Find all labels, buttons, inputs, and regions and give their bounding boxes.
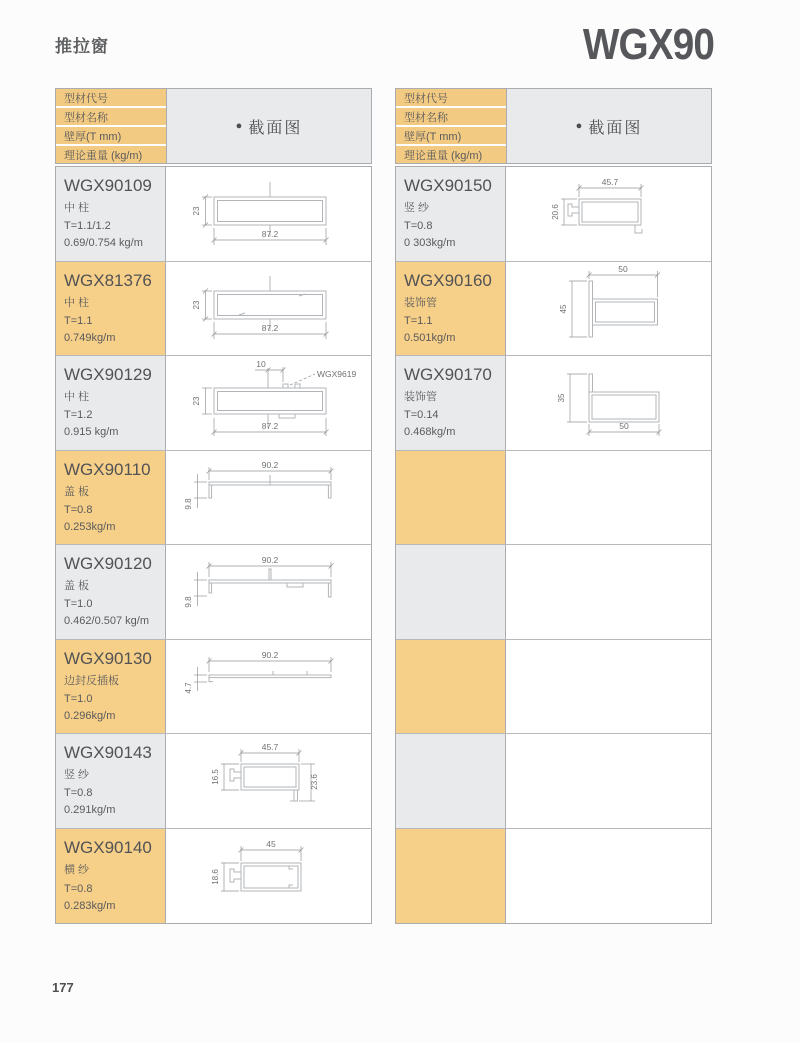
section-diagram-header (166, 89, 371, 163)
cross-section-diagram (509, 263, 709, 353)
cross-section-cell (166, 734, 371, 828)
svg-text:9.8: 9.8 (183, 498, 193, 510)
table-row (396, 356, 711, 451)
profile-code: WGX90160 (404, 270, 492, 290)
cross-section-diagram (169, 358, 369, 448)
table-row (396, 167, 711, 262)
profile-code: WGX90109 (64, 176, 152, 195)
table-row (56, 262, 371, 357)
profile-weight: 0.253kg/m (64, 520, 116, 533)
cross-section-cell (166, 451, 371, 545)
profile-thickness: T=1.2 (64, 409, 93, 422)
svg-text:9.8: 9.8 (183, 596, 193, 608)
table-row-empty (396, 451, 711, 546)
cross-section-cell (166, 640, 371, 734)
profile-name: 盖 板 (64, 485, 90, 498)
table-body-left (55, 166, 372, 924)
svg-text:50: 50 (617, 264, 628, 275)
svg-text:4.7: 4.7 (183, 682, 193, 694)
table-row-empty (396, 640, 711, 735)
profile-thickness: T=0.8 (64, 503, 93, 516)
cross-section-cell (506, 167, 711, 261)
table-row (396, 262, 711, 357)
profile-info-cell-empty (396, 829, 506, 924)
cross-section-cell (166, 545, 371, 639)
cross-section-cell-empty (506, 734, 711, 828)
svg-text:45: 45 (265, 838, 276, 849)
cross-section-diagram (169, 831, 369, 921)
profile-info-cell (396, 167, 506, 261)
cross-section-cell (506, 262, 711, 356)
cross-section-diagram (169, 736, 369, 826)
header-profile-code: 型材代号 (56, 89, 166, 108)
header-profile-code: 型材代号 (396, 89, 506, 108)
page-category-title: 推拉窗 (55, 37, 109, 56)
svg-text:18.6: 18.6 (210, 868, 220, 885)
profile-code: WGX90140 (64, 837, 152, 857)
profile-thickness: T=0.14 (404, 409, 439, 422)
profile-name: 边封反插板 (64, 674, 119, 687)
profile-thickness: T=1.1 (404, 314, 433, 327)
svg-text:87.2: 87.2 (261, 228, 278, 239)
table-row (56, 356, 371, 451)
section-diagram-title: 截面图 (248, 119, 303, 137)
svg-text:23: 23 (191, 300, 201, 310)
svg-text:90.2: 90.2 (261, 460, 278, 471)
page-number: 177 (52, 980, 74, 995)
section-diagram-title: 截面图 (588, 119, 643, 137)
profile-code: WGX90170 (404, 365, 492, 384)
table-row-empty (396, 829, 711, 924)
series-title: WGX90 (582, 20, 714, 69)
header-theoretical-weight: 理论重量 (kg/m) (396, 146, 506, 163)
svg-text:10: 10 (255, 358, 266, 369)
profile-thickness: T=0.8 (64, 882, 93, 895)
profile-info-cell (56, 356, 166, 450)
header-wall-thickness: 壁厚(T mm) (396, 127, 506, 146)
profile-code: WGX90130 (64, 648, 152, 668)
profile-table-right (395, 88, 712, 924)
header-label-column (56, 89, 166, 163)
profile-info-cell (56, 167, 166, 261)
section-diagram-header (506, 89, 711, 163)
cross-section-diagram (169, 452, 369, 542)
profile-info-cell (56, 262, 166, 356)
profile-info-cell-empty (396, 545, 506, 639)
svg-text:20.6: 20.6 (550, 203, 560, 220)
table-row-empty (396, 545, 711, 640)
profile-info-cell (56, 545, 166, 639)
profile-info-cell (396, 262, 506, 356)
profile-name: 竖 纱 (404, 202, 430, 214)
profile-name: 装饰管 (404, 391, 437, 403)
profile-thickness: T=1.1 (64, 314, 93, 327)
cross-section-cell (166, 829, 371, 924)
svg-text:87.2: 87.2 (261, 323, 278, 334)
table-row (56, 829, 371, 924)
svg-text:23: 23 (191, 396, 201, 406)
svg-text:WGX9619: WGX9619 (316, 368, 356, 379)
profile-info-cell-empty (396, 734, 506, 828)
cross-section-cell-empty (506, 640, 711, 734)
profile-name: 竖 纱 (64, 769, 90, 781)
svg-text:45.7: 45.7 (601, 176, 618, 187)
profile-name: 装饰管 (404, 296, 437, 309)
profile-weight: 0.749kg/m (64, 331, 116, 344)
cross-section-diagram (169, 547, 369, 637)
profile-code: WGX90110 (64, 459, 151, 479)
cross-section-cell (506, 356, 711, 450)
profile-thickness: T=1.1/1.2 (64, 220, 111, 233)
profile-weight: 0.283kg/m (64, 899, 116, 912)
profile-weight: 0.915 kg/m (64, 426, 119, 439)
cross-section-diagram (169, 263, 369, 353)
profile-name: 中 柱 (64, 202, 90, 214)
svg-text:45: 45 (558, 304, 568, 314)
profile-weight: 0.291kg/m (64, 804, 116, 817)
cross-section-diagram (509, 358, 709, 448)
svg-text:35: 35 (556, 393, 566, 403)
svg-text:23: 23 (191, 206, 201, 216)
profile-thickness: T=1.0 (64, 598, 93, 611)
cross-section-cell-empty (506, 545, 711, 639)
profile-weight: 0.468kg/m (404, 426, 456, 439)
profile-code: WGX81376 (64, 270, 152, 290)
cross-section-diagram (169, 169, 369, 259)
profile-name: 盖 板 (64, 580, 90, 592)
header-theoretical-weight: 理论重量 (kg/m) (56, 146, 166, 163)
bullet-icon: ● (235, 120, 243, 132)
header-wall-thickness: 壁厚(T mm) (56, 127, 166, 146)
profile-name: 横 纱 (64, 863, 90, 876)
table-row (56, 451, 371, 546)
table-body-right (395, 166, 712, 924)
profile-info-cell (56, 829, 166, 924)
bullet-icon: ● (575, 120, 583, 132)
profile-weight: 0.462/0.507 kg/m (64, 615, 150, 628)
header-profile-name: 型材名称 (396, 108, 506, 127)
profile-code: WGX90143 (64, 743, 152, 762)
cross-section-cell (166, 356, 371, 450)
cross-section-cell-empty (506, 829, 711, 924)
table-row (56, 545, 371, 640)
profile-weight: 0.69/0.754 kg/m (64, 237, 143, 250)
svg-text:90.2: 90.2 (261, 554, 278, 565)
svg-text:16.5: 16.5 (210, 768, 220, 785)
profile-weight: 0.501kg/m (404, 331, 456, 344)
profile-info-cell (396, 356, 506, 450)
profile-weight: 0 303kg/m (404, 237, 456, 250)
profile-weight: 0.296kg/m (64, 709, 116, 722)
profile-thickness: T=0.8 (404, 220, 433, 233)
profile-code: WGX90129 (64, 365, 152, 384)
cross-section-cell (166, 167, 371, 261)
profile-thickness: T=0.8 (64, 787, 93, 800)
svg-text:50: 50 (618, 420, 629, 431)
table-row (56, 640, 371, 735)
table-row (56, 167, 371, 262)
cross-section-cell-empty (506, 451, 711, 545)
profile-info-cell (56, 640, 166, 734)
svg-text:90.2: 90.2 (261, 650, 278, 661)
cross-section-diagram (509, 169, 709, 259)
header-profile-name: 型材名称 (56, 108, 166, 127)
profile-info-cell (56, 451, 166, 545)
svg-text:87.2: 87.2 (261, 420, 278, 431)
profile-info-cell-empty (396, 451, 506, 545)
cross-section-diagram (169, 641, 369, 731)
header-label-column (396, 89, 506, 163)
profile-code: WGX90150 (404, 176, 492, 195)
svg-text:23.6: 23.6 (309, 773, 319, 790)
profile-thickness: T=1.0 (64, 692, 93, 705)
table-row (56, 734, 371, 829)
profile-table-left (55, 88, 372, 924)
profile-info-cell-empty (396, 640, 506, 734)
svg-text:45.7: 45.7 (261, 741, 278, 752)
profile-name: 中 柱 (64, 391, 90, 403)
table-header-left (55, 88, 372, 164)
table-header-right (395, 88, 712, 164)
table-row-empty (396, 734, 711, 829)
profile-info-cell (56, 734, 166, 828)
profile-name: 中 柱 (64, 296, 90, 309)
profile-code: WGX90120 (64, 554, 152, 573)
cross-section-cell (166, 262, 371, 356)
